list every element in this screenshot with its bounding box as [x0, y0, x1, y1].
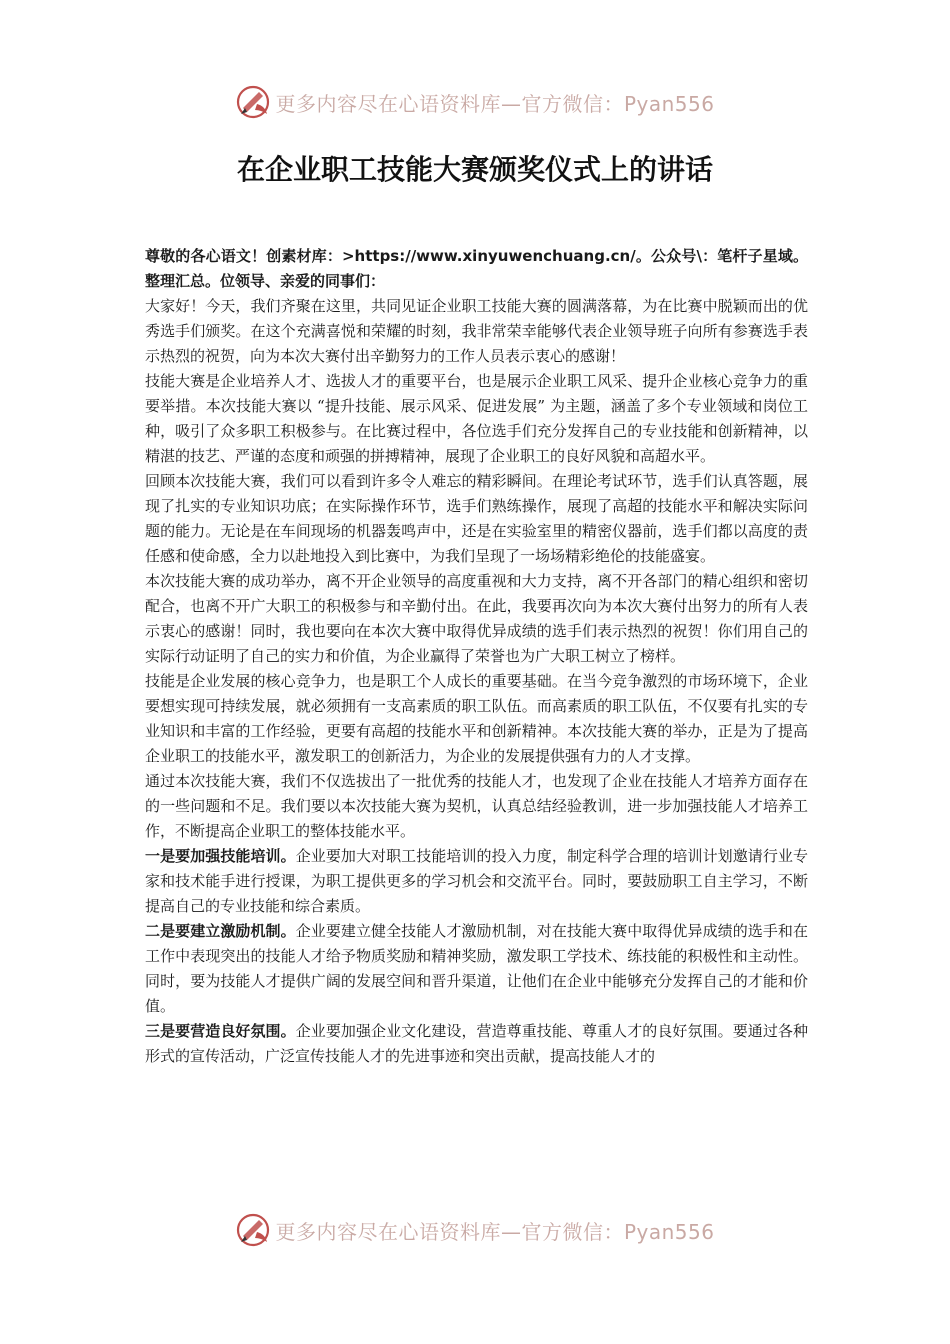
paragraph-text: 技能大赛是企业培养人才、选拔人才的重要平台，也是展示企业职工风采、提升企业核心竞争力的重要举措。本次技能大赛以 “提升技能、展示风采、促进发展” 为主题，涵盖了多个专业领域和岗位工种，吸引了众多职工积极参与。在比赛过程中，各位选手们充分发挥自己的专业技能和创新精神，以精湛的技艺、严谨的态度和顽强的拼搏精神，展现了企业职工的良好风貌和高超水平。 — [145, 372, 808, 465]
paragraph-text: 技能是企业发展的核心竞争力，也是职工个人成长的重要基础。在当今竞争激烈的市场环境下，企业要想实现可持续发展，就必须拥有一支高素质的职工队伍。而高素质的职工队伍，不仅要有扎实的专业知识和丰富的工作经验，更要有高超的技能水平和创新精神。本次技能大赛的举办，正是为了提高企业职工的技能水平，激发职工的创新活力，为企业的发展提供强有力的人才支撑。 — [145, 672, 808, 765]
body-paragraph — [145, 669, 808, 769]
paragraph-text: 企业要加大对职工技能培训的投入力度，制定科学合理的培训计划邀请行业专家和技术能手进行授课，为职工提供更多的学习机会和交流平台。同时，要鼓励职工自主学习，不断提高自己的专业技能和综合素质。 — [145, 847, 808, 915]
document-body — [145, 244, 808, 1069]
body-paragraph — [145, 369, 808, 469]
body-paragraph — [145, 294, 808, 369]
body-paragraph — [145, 469, 808, 569]
banner-text: 更多内容尽在心语资料库—官方微信：Pyan556 — [275, 91, 715, 116]
paragraph-text: 回顾本次技能大赛，我们可以看到许多令人难忘的精彩瞬间。在理论考试环节，选手们认真答题，展现了扎实的专业知识功底；在实际操作环节，选手们熟练操作，展现了高超的技能水平和解决实际问题的能力。无论是在车间现场的机器轰鸣声中，还是在实验室里的精密仪器前，选手们都以高度的责任感和使命感，全力以赴地投入到比赛中，为我们呈现了一场场精彩绝伦的技能盛宴。 — [145, 472, 808, 565]
pen-ribbon-logo-icon — [235, 1212, 271, 1248]
paragraph-text: 本次技能大赛的成功举办，离不开企业领导的高度重视和大力支持，离不开各部门的精心组织和密切配合，也离不开广大职工的积极参与和辛勤付出。在此，我要再次向为本次大赛付出努力的所有人表示衷心的感谢！同时，我也要向在本次大赛中取得优异成绩的选手们表示热烈的祝贺！你们用自己的实际行动证明了自己的实力和价值，为企业赢得了荣誉也为广大职工树立了榜样。 — [145, 572, 808, 665]
document-title: 在企业职工技能大赛颁奖仪式上的讲话 — [236, 153, 713, 186]
pen-ribbon-logo-icon — [235, 84, 271, 120]
paragraph-list — [145, 294, 808, 1069]
banner-text: 更多内容尽在心语资料库—官方微信：Pyan556 — [275, 1219, 715, 1244]
header-banner — [0, 80, 950, 124]
footer-banner — [0, 1208, 950, 1252]
body-paragraph — [145, 569, 808, 669]
body-paragraph — [145, 1019, 808, 1069]
body-paragraph — [145, 919, 808, 1019]
body-paragraph — [145, 844, 808, 919]
paragraph-lead: 一是要加强技能培训。 — [145, 847, 296, 865]
paragraph-lead: 三是要营造良好氛围。 — [145, 1022, 296, 1040]
paragraph-text: 通过本次技能大赛，我们不仅选拔出了一批优秀的技能人才，也发现了企业在技能人才培养方面存在的一些问题和不足。我们要以本次技能大赛为契机，认真总结经验教训，进一步加强技能人才培养工作，不断提高企业职工的整体技能水平。 — [145, 772, 808, 840]
paragraph-text: 企业要建立健全技能人才激励机制，对在技能大赛中取得优异成绩的选手和在工作中表现突出的技能人才给予物质奖励和精神奖励，激发职工学技术、练技能的积极性和主动性。同时，要为技能人才提供广阔的发展空间和晋升渠道，让他们在企业中能够充分发挥自己的才能和价值。 — [145, 922, 808, 1015]
greeting-paragraph: 尊敬的各心语文！创素材库：>https://www.xinyuwenchuang.cn/。公众号\：笔杆子星域。整理汇总。位领导、亲爱的同事们： — [145, 247, 808, 290]
paragraph-text: 大家好！今天，我们齐聚在这里，共同见证企业职工技能大赛的圆满落幕，为在比赛中脱颖而出的优秀选手们颁奖。在这个充满喜悦和荣耀的时刻，我非常荣幸能够代表企业领导班子向所有参赛选手表示热烈的祝贺，向为本次大赛付出辛勤努力的工作人员表示衷心的感谢！ — [145, 297, 808, 365]
paragraph-lead: 二是要建立激励机制。 — [145, 922, 296, 940]
paragraph-text: 企业要加强企业文化建设，营造尊重技能、尊重人才的良好氛围。要通过各种形式的宣传活动，广泛宣传技能人才的先进事迹和突出贡献，提高技能人才的 — [145, 1022, 808, 1065]
body-paragraph — [145, 769, 808, 844]
